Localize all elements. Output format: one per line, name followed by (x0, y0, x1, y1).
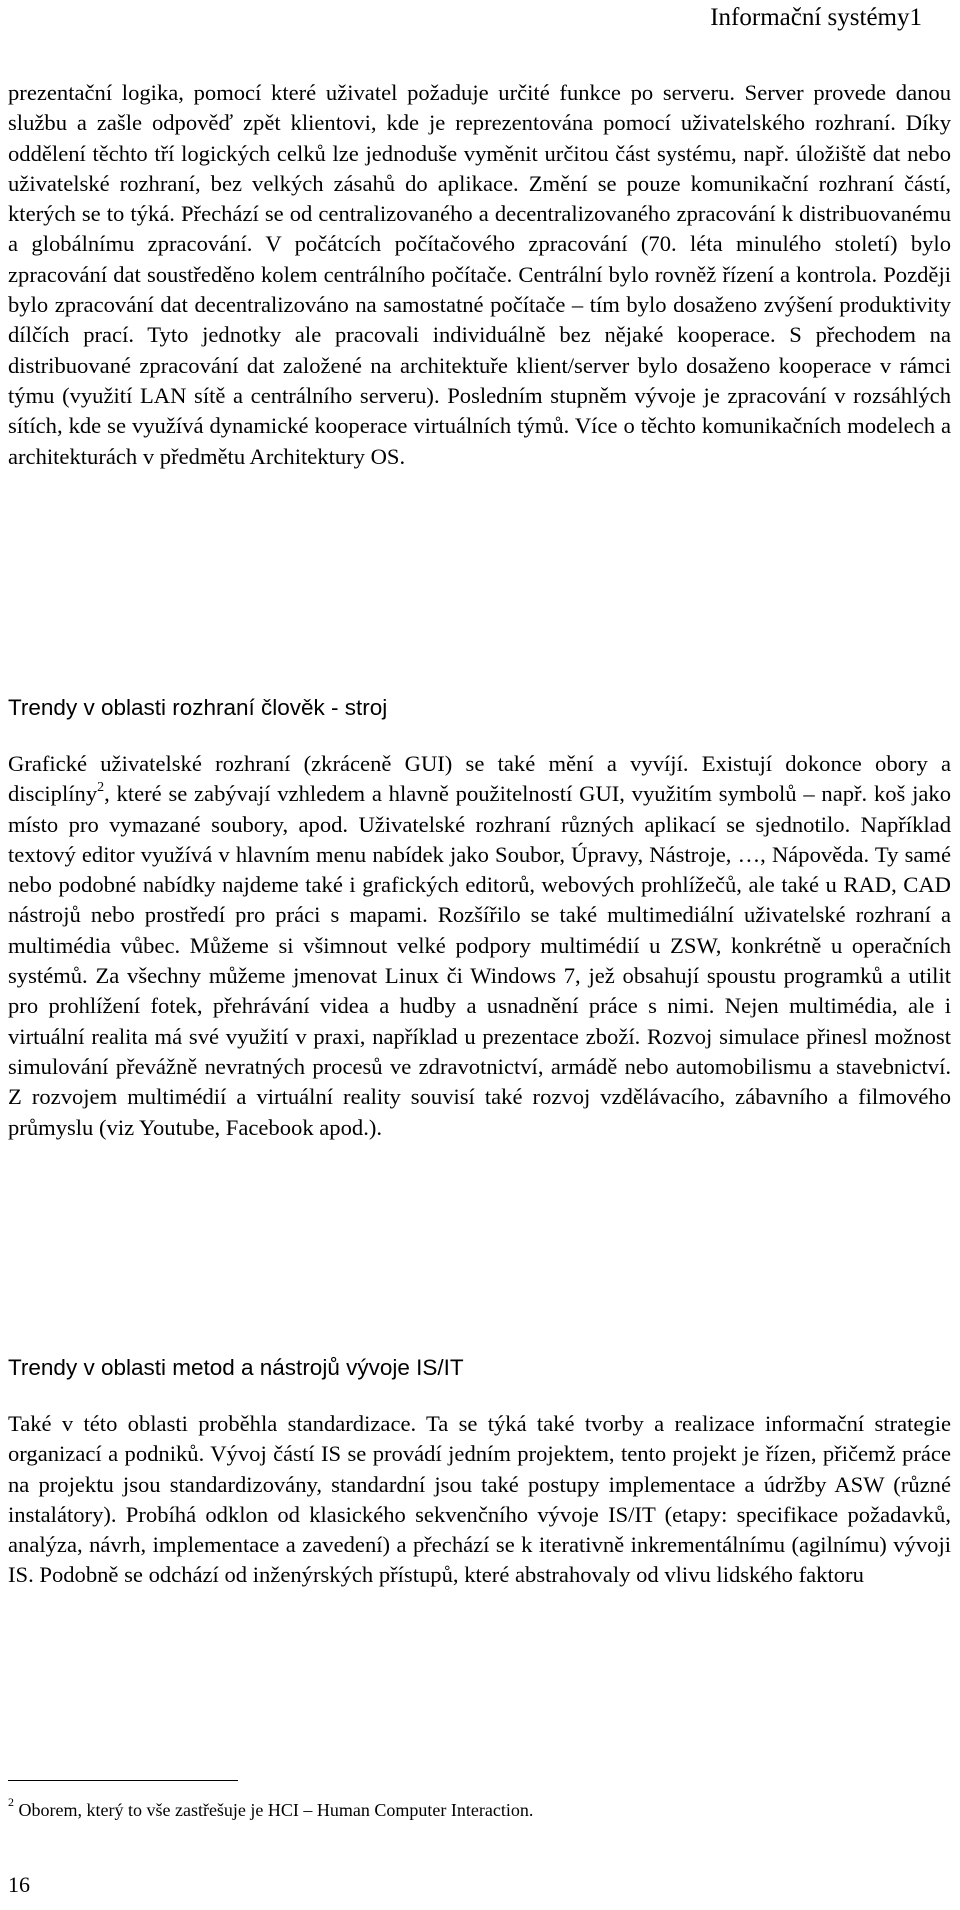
section-heading-methods-tools: Trendy v oblasti metod a nástrojů vývoje IS/IT (8, 1355, 464, 1380)
section-heading-human-machine-interface: Trendy v oblasti rozhraní člověk - stroj (8, 695, 388, 720)
paragraph-gui-trends (8, 749, 951, 1143)
footnote-divider (8, 1780, 238, 1781)
paragraph-gui-text-part-1: Grafické uživatelské rozhraní (zkráceně GUI) se také mění a vyvíjí. Existují dokonce obory a disciplíny (8, 751, 951, 807)
paragraph-standardization: Také v této oblasti proběhla standardizace. Ta se týká také tvorby a realizace informační strategie organizací a podniků. Vývoj částí IS se provádí jedním projektem, tento projekt je řízen, přičemž práce na projektu jsou standardizovány, standardní jsou také postupy implementace a údržby ASW (různé instalátory). Probíhá odklon od klasického sekvenčního vývoje IS/IT (etapy: specifikace požadavků, analýza, návrh, implementace a zavedení) a přechází se k iterativně inkrementálnímu (agilnímu) vývoji IS. Podobně se odchází od inženýrských přístupů, které abstrahovaly od vlivu lidského faktoru (8, 1411, 951, 1588)
running-header: Informační systémy1 (710, 4, 922, 31)
footnote-reference-mark[interactable]: 2 (97, 779, 105, 795)
page-number: 16 (8, 1872, 30, 1897)
paragraph-client-server: prezentační logika, pomocí které uživatel požaduje určité funkce po serveru. Server provede danou službu a zašle odpověď zpět klientovi, kde je reprezentována pomocí uživatelského rozhraní. Díky oddělení těchto tří logických celků lze jednoduše vyměnit určitou část systému, např. úložiště dat nebo uživatelské rozhraní, bez velkých zásahů do aplikace. Změní se pouze komunikační rozhraní částí, kterých se to týká. Přechází se od centralizovaného a decentralizovaného zpracování k distribuovanému a globálnímu zpracování. V počátcích počítačového zpracování (70. léta minulého století) bylo zpracování dat soustředěno kolem centrálního počítače. Centrální bylo rovněž řízení a kontrola. Později bylo zpracování dat decentralizováno na samostatné počítače – tím bylo dosaženo zvýšení produktivity dílčích prací. Tyto jednotky ale pracovali individuálně bez nějaké kooperace. S přechodem na distribuované zpracování dat založené na architektuře klient/server bylo dosaženo kooperace v rámci týmu (využití LAN sítě a centrálního serveru). Posledním stupněm vývoje je zpracování v rozsáhlých sítích, kde se využívá dynamické kooperace virtuálních týmů. Více o těchto komunikačních modelech a architekturách v předmětu Architektury OS. (8, 80, 951, 469)
footnote-text: Oborem, který to vše zastřešuje je HCI – Human Computer Interaction. (14, 1800, 534, 1820)
footnote-mark: 2 (8, 1795, 14, 1809)
footnote (8, 1795, 938, 1822)
paragraph-gui-text-part-2: , které se zabývají vzhledem a hlavně použitelností GUI, využitím symbolů – např. koš jako místo pro vymazané soubory, apod. Uživatelské rozhraní různých aplikací se sjednotilo. Například textový editor využívá v hlavním menu nabídek jako Soubor, Úpravy, Nástroje, …, Nápověda. Ty samé nebo podobné nabídky najdeme také i grafických editorů, webových prohlížečů, ale také u RAD, CAD nástrojů nebo prostředí pro práci s mapami. Rozšířilo se také multimediální uživatelské rozhraní a multimédia vůbec. Můžeme si všimnout velké podpory multimédií u ZSW, konkrétně u operačních systémů. Za všechny můžeme jmenovat Linux či Windows 7, jež obsahují spoustu programků a utilit pro prohlížení fotek, přehrávání videa a hudby a usnadnění práce s nimi. Nejen multimédia, ale i virtuální realita má své využití v praxi, například u prezentace zboží. Rozvoj simulace přinesl možnost simulování převážně nevratných procesů ve zdravotnictví, armádě nebo automobilismu a stavebnictví. Z rozvojem multimédií a virtuální reality souvisí také rozvoj vzdělávacího, zábavního a filmového průmyslu (viz Youtube, Facebook apod.). (8, 781, 951, 1140)
